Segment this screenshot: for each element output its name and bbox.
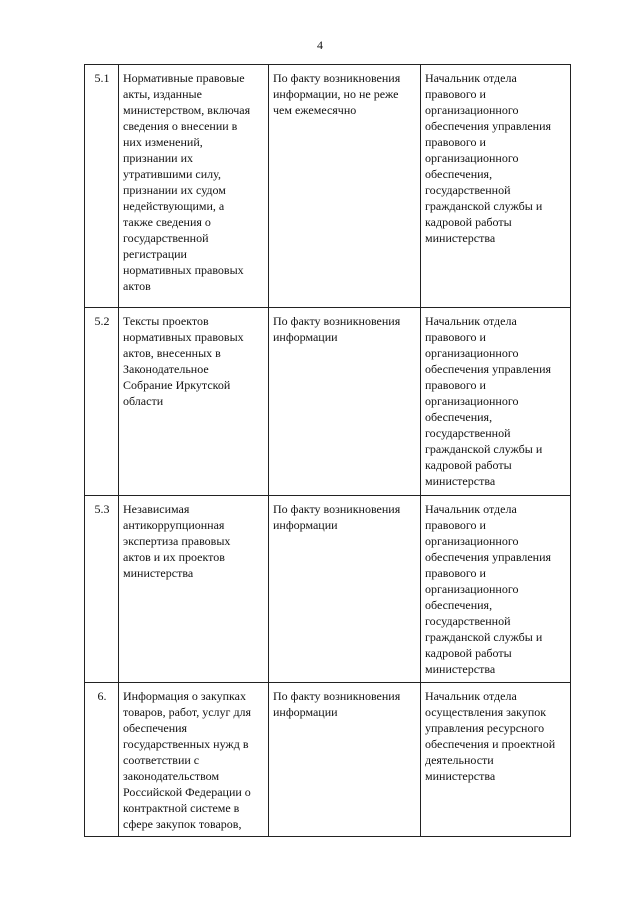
responsible-person: Начальник отдела правового и организационного обеспечения управления правового и организационного обеспечения, государственной гражданской службы и кадровой работы министерства: [421, 496, 571, 683]
row-number: 5.1: [85, 65, 119, 308]
update-period: По факту возникновения информации: [269, 308, 421, 496]
page-number: 4: [317, 38, 323, 52]
table-row: [85, 308, 571, 496]
update-period: По факту возникновения информации: [269, 496, 421, 683]
info-description: Информация о закупках товаров, работ, услуг для обеспечения государственных нужд в соответствии с законодательством Российской Федерации о контрактной системе в сфере закупок товаров,: [119, 683, 269, 837]
update-period: По факту возникновения информации, но не реже чем ежемесячно: [269, 65, 421, 308]
info-description: Тексты проектов нормативных правовых актов, внесенных в Законодательное Собрание Иркутской области: [119, 308, 269, 496]
table-row: [85, 65, 571, 308]
update-period: По факту возникновения информации: [269, 683, 421, 837]
table-row: [85, 496, 571, 683]
row-number: 5.2: [85, 308, 119, 496]
responsible-person: Начальник отдела осуществления закупок управления ресурсного обеспечения и проектной деятельности министерства: [421, 683, 571, 837]
row-number: 6.: [85, 683, 119, 837]
info-description: Нормативные правовые акты, изданные министерством, включая сведения о внесении в них изменений, признании их утратившими силу, признании их судом недействующими, а также сведения о государственной регистрации нормативных правовых актов: [119, 65, 269, 308]
table-row: [85, 683, 571, 837]
responsible-person: Начальник отдела правового и организационного обеспечения управления правового и организационного обеспечения, государственной гражданской службы и кадровой работы министерства: [421, 308, 571, 496]
row-number: 5.3: [85, 496, 119, 683]
responsible-person: Начальник отдела правового и организационного обеспечения управления правового и организационного обеспечения, государственной гражданской службы и кадровой работы министерства: [421, 65, 571, 308]
information-table: [84, 64, 571, 837]
info-description: Независимая антикоррупционная экспертиза правовых актов и их проектов министерства: [119, 496, 269, 683]
